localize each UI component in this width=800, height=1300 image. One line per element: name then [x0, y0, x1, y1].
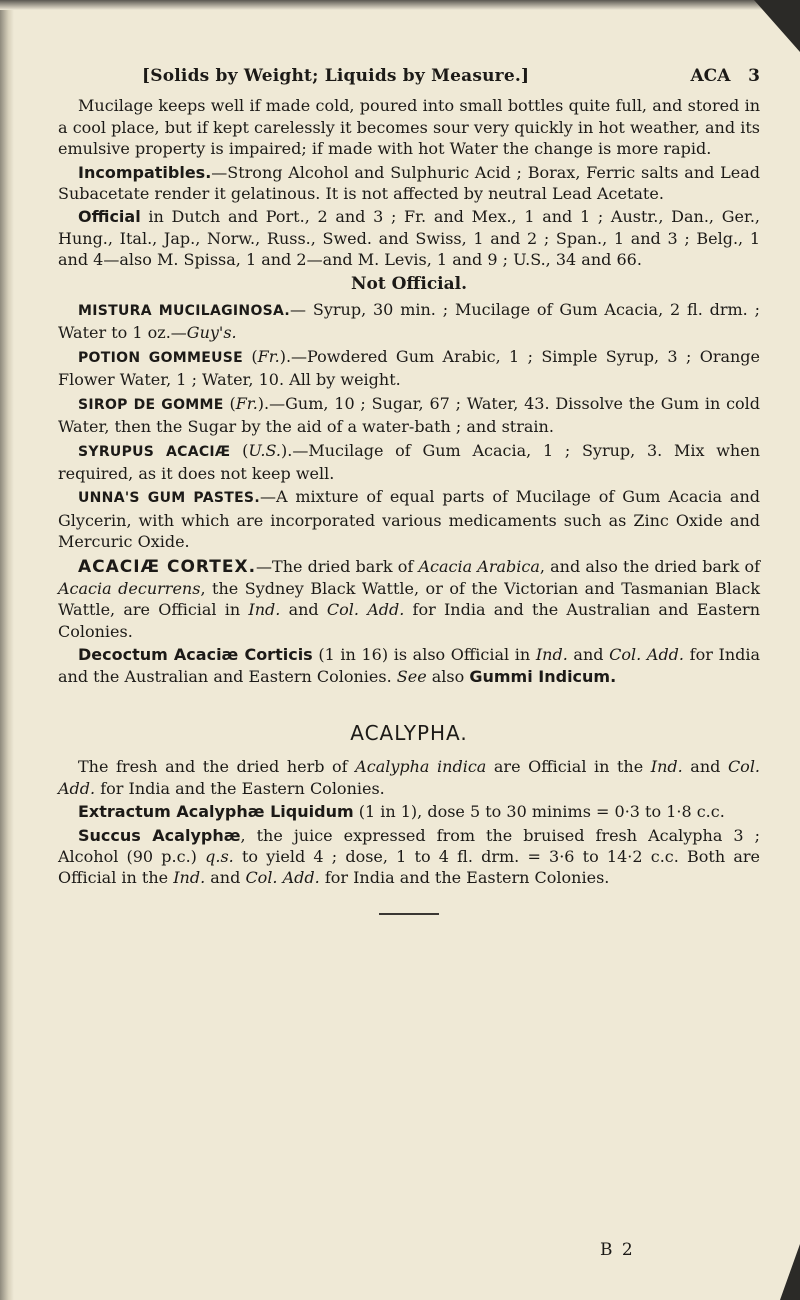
- preparation-name: SYRUPUS ACACIÆ: [78, 443, 231, 460]
- decoctum-text: also: [426, 666, 470, 686]
- mucilage-paragraph: Mucilage keeps well if made cold, poured into small bottles quite full, and stored in a cool place, but if kept carelessly it becomes sour very quickly in hot weather, and its emulsive property is impaired; if made with hot Water the change is more rapid.: [58, 96, 760, 159]
- preparation-entry: SIROP DE GOMME (Fr.).—Gum, 10 ; Sugar, 67 ; Water, 43. Dissolve the Gum in cold Water, then the Sugar by the aid of a water-bath ; and strain.: [58, 393, 761, 437]
- acalypha-paragraph: [58, 756, 760, 799]
- cortex-pharmacopoeia: Col. Add.: [326, 600, 405, 620]
- page-corner-top-right: [754, 0, 800, 52]
- cortex-pharmacopoeia: Ind.: [248, 600, 281, 620]
- preparation-text: — Syrup, 30 min. ; Mucilage of Gum Acacia, 2 fl. drm. ; Water to 1 oz.—: [58, 300, 760, 343]
- succus-text: to yield 4 ; dose, 1 to 4 fl. drm. = 3·6 to 14·2 c.c. Both are Official in the: [58, 847, 761, 888]
- preparation-text: —Mucilage of Gum Acacia, 1 ; Syrup, 3. Mix when required, as it does not keep well.: [58, 440, 761, 483]
- decoctum-pharmacopoeia: Ind.: [535, 645, 568, 665]
- acalypha-text: and: [682, 757, 728, 777]
- cortex-paragraph: [58, 556, 760, 643]
- acalypha-pharmacopoeia: Col. Add.: [58, 757, 761, 798]
- signature-mark: B 2: [600, 1240, 635, 1260]
- incompatibles-label: Incompatibles.: [78, 162, 212, 182]
- cortex-species: Acacia decurrens: [58, 578, 201, 598]
- acalypha-pharmacopoeia: Ind.: [650, 757, 683, 777]
- page-number: 3: [748, 66, 760, 86]
- succus-text: and: [205, 868, 246, 888]
- preparation-qualifier: Fr.: [235, 393, 258, 413]
- preparation-entry: [58, 299, 760, 344]
- page-corner-bottom-right: [780, 1244, 800, 1300]
- preparation-entry: SYRUPUS ACACIÆ (U.S.).—Mucilage of Gum Acacia, 1 ; Syrup, 3. Mix when required, as it does not keep well.: [58, 440, 761, 483]
- decoctum-paragraph: [58, 644, 760, 687]
- decoctum-text: and: [567, 645, 610, 665]
- decoctum-text: (1 in 16) is also Official in: [312, 645, 536, 665]
- succus-label: Succus Acalyphæ: [78, 825, 241, 845]
- preparation-text: —A mixture of equal parts of Mucilage of Gum Acacia and Glycerin, with which are incorporated various medicaments such as Zinc Oxide and Mercuric Oxide.: [58, 487, 760, 552]
- succus-text: for India and the Eastern Colonies.: [319, 868, 610, 888]
- preparation-name: UNNA'S GUM PASTES.: [78, 490, 260, 507]
- incompatibles-paragraph: [58, 162, 760, 205]
- extractum-label: Extractum Acalyphæ Liquidum: [78, 802, 354, 822]
- page-content: [58, 66, 760, 925]
- see-reference-label: See: [396, 666, 427, 686]
- cortex-text: —The dried bark of: [256, 556, 419, 576]
- preparation-qualifier: U.S.: [248, 440, 281, 460]
- page-left-edge: [0, 0, 14, 1300]
- see-reference-target: Gummi Indicum.: [469, 666, 617, 686]
- acalypha-species: Acalypha indica: [355, 757, 487, 777]
- acalypha-heading: ACALYPHA.: [350, 720, 468, 745]
- cortex-text: , the Sydney Black Wattle, or of the Victorian and Tasmanian Black Wattle, are Official in: [58, 578, 761, 620]
- preparation-entry: [58, 486, 760, 552]
- acalypha-text: are Official in the: [486, 757, 651, 777]
- cortex-label: ACACIÆ CORTEX.: [78, 556, 257, 577]
- section-code: ACA: [690, 66, 731, 86]
- acalypha-text: The fresh and the dried herb of: [78, 757, 356, 777]
- acalypha-text: for India and the Eastern Colonies.: [95, 778, 385, 798]
- cortex-species: Acacia Arabica: [418, 556, 540, 576]
- not-official-heading: Not Official.: [350, 273, 468, 294]
- preparation-name: MISTURA MUCILAGINOSA.: [78, 303, 291, 320]
- succus-pharmacopoeia: Ind.: [173, 868, 206, 888]
- official-label: Official: [78, 207, 141, 227]
- cortex-text: and: [280, 600, 327, 620]
- preparation-source: Guy's.: [186, 323, 237, 343]
- preparation-entry: POTION GOMMEUSE (Fr.).—Powdered Gum Arabic, 1 ; Simple Syrup, 3 ; Orange Flower Water, 1 ; Water, 10. All by weight.: [58, 346, 761, 390]
- page-number-group: [690, 66, 760, 87]
- running-title: [Solids by Weight; Liquids by Measure.]: [142, 66, 530, 86]
- extractum-paragraph: [58, 801, 760, 822]
- preparation-name: SIROP DE GOMME: [78, 396, 224, 413]
- cortex-text: for India and the Australian and Eastern Colonies.: [58, 600, 761, 641]
- succus-paragraph: [58, 825, 760, 889]
- official-paragraph: [58, 206, 760, 270]
- decoctum-text: for India and the Australian and Eastern Colonies.: [58, 645, 761, 686]
- succus-text: , the juice expressed from the bruised fresh Acalypha 3 ; Alcohol (90 p.c.): [58, 825, 760, 866]
- preparation-text: —Gum, 10 ; Sugar, 67 ; Water, 43. Dissolve the Gum in cold Water, then the Sugar by the aid of a water-bath ; and strain.: [58, 393, 761, 437]
- cortex-text: , and also the dried bark of: [539, 556, 761, 576]
- succus-abbrev: q.s.: [205, 847, 234, 866]
- incompatibles-text: —Strong Alcohol and Sulphuric Acid ; Borax, Ferric salts and Lead Subacetate render it gelatinous. It is not affected by neutral Lead Acetate.: [58, 162, 760, 204]
- end-rule: [379, 913, 439, 915]
- preparation-text: —Powdered Gum Arabic, 1 ; Simple Syrup, 3 ; Orange Flower Water, 1 ; Water, 10. All by weight.: [58, 346, 761, 390]
- preparation-name: POTION GOMMEUSE: [78, 349, 244, 366]
- preparation-qualifier: Fr.: [257, 346, 280, 366]
- page-top-edge: [0, 0, 800, 10]
- succus-pharmacopoeia: Col. Add.: [245, 868, 320, 888]
- running-header: [58, 66, 760, 87]
- extractum-text: (1 in 1), dose 5 to 30 minims = 0·3 to 1·8 c.c.: [353, 802, 725, 822]
- decoctum-pharmacopoeia: Col. Add.: [609, 645, 685, 665]
- official-text: in Dutch and Port., 2 and 3 ; Fr. and Mex., 1 and 1 ; Austr., Dan., Ger., Hung., Ital., Jap., Norw., Russ., Swed. and Swiss, 1 and 2 ; Span., 1 and 3 ; Belg., 1 and 4—also M. Spissa, 1 and 2—and M. Levis, 1 and 9 ; U.S., 34 and 66.: [58, 207, 760, 270]
- decoctum-label: Decoctum Acaciæ Corticis: [78, 645, 313, 665]
